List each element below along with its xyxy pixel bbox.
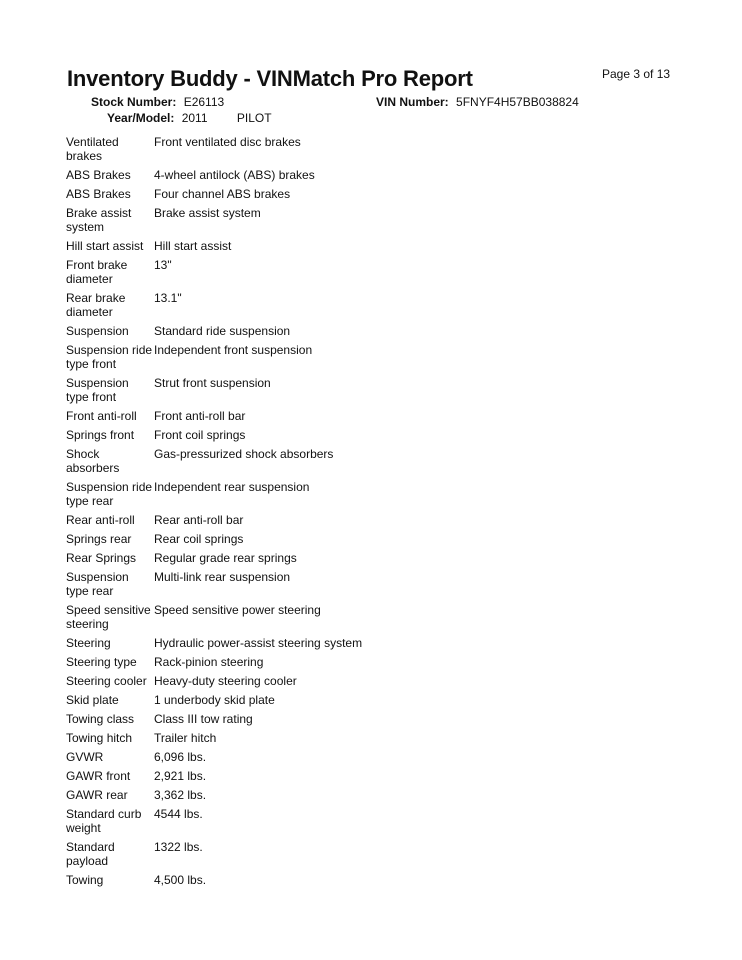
spec-value: Rear anti-roll bar [154,513,244,527]
table-row [66,748,362,767]
spec-value: 4-wheel antilock (ABS) brakes [154,168,315,182]
spec-label: Front anti-roll [66,409,137,423]
spec-label: Steering cooler [66,674,147,688]
spec-value: Rack-pinion steering [154,655,264,669]
spec-table [66,133,362,890]
spec-label: Towing class [66,712,135,726]
spec-value: 4,500 lbs. [154,873,207,887]
model-value: PILOT [236,111,272,125]
spec-label: Brake assist system [66,206,132,234]
spec-label: Suspension ride type rear [66,480,153,508]
spec-value: 2,921 lbs. [154,769,207,783]
spec-label: Suspension [66,324,129,338]
spec-value: Independent front suspension [154,343,313,357]
table-row [66,322,362,341]
spec-value: Front anti-roll bar [154,409,246,423]
spec-value: Hill start assist [154,239,232,253]
table-row [66,729,362,748]
stock-number [91,95,224,109]
spec-label: Standard payload [66,840,115,868]
spec-value: Strut front suspension [154,376,271,390]
year-value: 2011 [181,111,208,125]
spec-value: Gas-pressurized shock absorbers [154,447,334,461]
table-row [66,478,362,511]
vin-value: 5FNYF4H57BB038824 [456,95,579,109]
table-row [66,256,362,289]
vin-number [376,95,579,109]
spec-label: Towing [66,873,104,887]
table-row [66,767,362,786]
table-row [66,133,362,166]
table-row [66,341,362,374]
table-row [66,691,362,710]
spec-value: Multi-link rear suspension [154,570,291,584]
stock-label: Stock Number: [91,95,177,109]
spec-label: ABS Brakes [66,187,131,201]
spec-label: Ventilated brakes [66,135,119,163]
spec-label: Rear brake diameter [66,291,126,319]
spec-value: Speed sensitive power steering [154,603,321,617]
table-row [66,786,362,805]
spec-value: Four channel ABS brakes [154,187,291,201]
table-row [66,407,362,426]
spec-value: Brake assist system [154,206,261,220]
spec-value: 1 underbody skid plate [154,693,275,707]
table-row [66,530,362,549]
spec-value: 1322 lbs. [154,840,203,854]
spec-label: Suspension type rear [66,570,129,598]
table-row [66,204,362,237]
spec-value: 4544 lbs. [154,807,203,821]
spec-label: Skid plate [66,693,119,707]
table-row [66,710,362,729]
table-row [66,549,362,568]
spec-value: Trailer hitch [154,731,217,745]
spec-value: Class III tow rating [154,712,253,726]
spec-label: ABS Brakes [66,168,131,182]
stock-value: E26113 [183,95,225,109]
spec-value: Front ventilated disc brakes [154,135,301,149]
spec-label: Suspension ride type front [66,343,153,371]
spec-label: Standard curb weight [66,807,142,835]
spec-label: Rear Springs [66,551,137,565]
spec-label: Springs front [66,428,135,442]
spec-label: Rear anti-roll [66,513,135,527]
year-label: Year/Model: [107,111,175,125]
spec-value: Regular grade rear springs [154,551,297,565]
spec-label: Steering [66,636,111,650]
page-number: Page 3 of 13 [602,67,671,81]
table-row [66,568,362,601]
table-row [66,838,362,871]
table-row [66,805,362,838]
spec-value: Rear coil springs [154,532,244,546]
spec-value: Heavy-duty steering cooler [154,674,297,688]
spec-label: Suspension type front [66,376,129,404]
spec-value: 13" [154,258,172,272]
table-row [66,185,362,204]
report-title: Inventory Buddy - VINMatch Pro Report [67,66,473,91]
spec-label: Steering type [66,655,137,669]
spec-label: Hill start assist [66,239,144,253]
spec-value: Hydraulic power-assist steering system [154,636,363,650]
table-row [66,374,362,407]
table-row [66,601,362,634]
table-row [66,672,362,691]
table-row [66,445,362,478]
table-row [66,871,362,890]
table-row [66,237,362,256]
spec-value: 3,362 lbs. [154,788,207,802]
table-row [66,426,362,445]
spec-value: Independent rear suspension [154,480,310,494]
spec-label: Shock absorbers [66,447,120,475]
table-row [66,634,362,653]
table-row [66,289,362,322]
spec-label: Springs rear [66,532,132,546]
spec-label: GAWR front [66,769,131,783]
spec-label: GAWR rear [66,788,128,802]
spec-label: Speed sensitive steering [66,603,151,631]
spec-value: 13.1" [154,291,182,305]
vin-label: VIN Number: [376,95,449,109]
spec-value: Front coil springs [154,428,246,442]
spec-label: Front brake diameter [66,258,128,286]
spec-value: Standard ride suspension [154,324,291,338]
spec-label: GVWR [66,750,104,764]
spec-label: Towing hitch [66,731,133,745]
year-model [107,111,272,125]
table-row [66,511,362,530]
spec-value: 6,096 lbs. [154,750,207,764]
table-row [66,166,362,185]
table-row [66,653,362,672]
